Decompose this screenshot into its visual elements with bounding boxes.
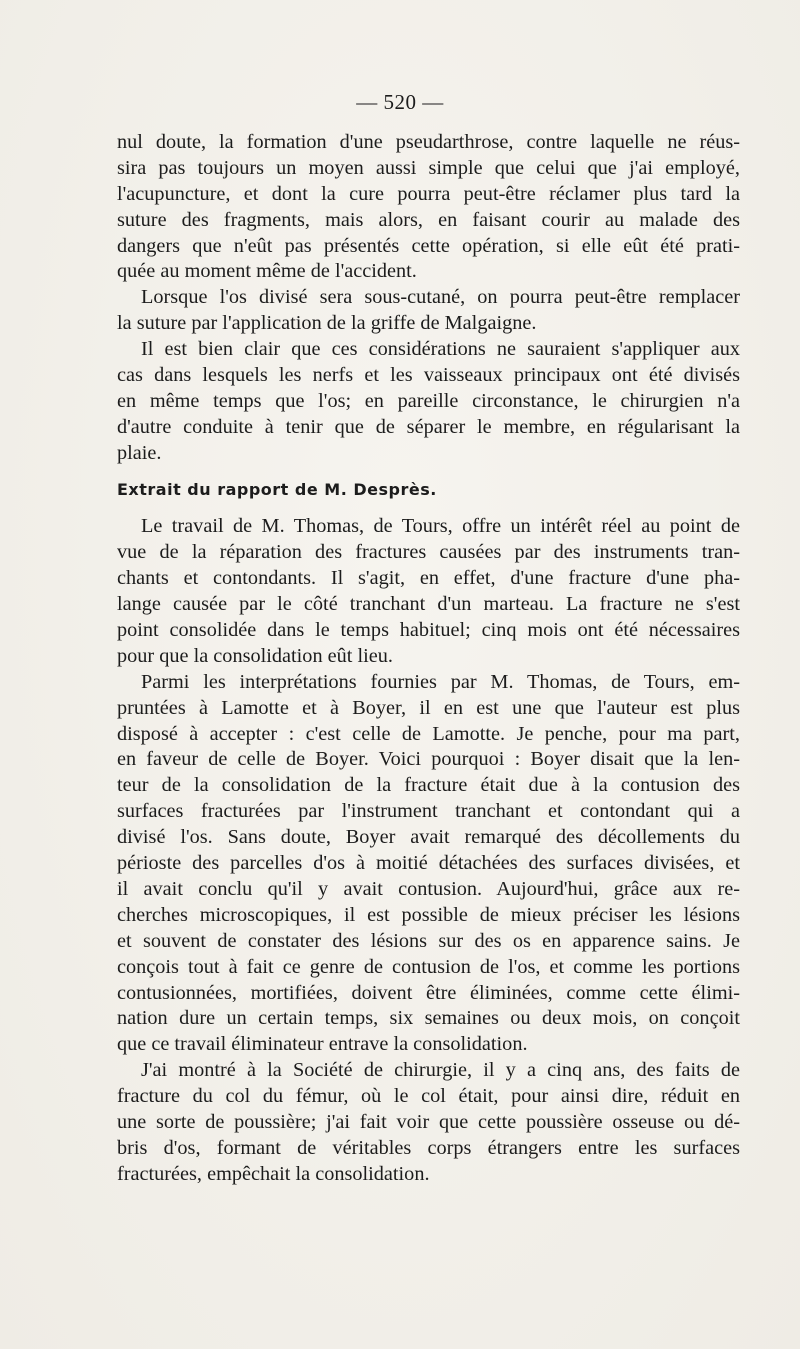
page-number: — 520 — bbox=[356, 90, 444, 114]
text-line: Parmi les interprétations fournies par M. Thomas, de Tours, em- bbox=[141, 670, 740, 693]
paragraph bbox=[117, 1058, 740, 1187]
text-line: Il est bien clair que ces considérations ne sauraient s'appliquer aux bbox=[141, 338, 740, 361]
text-line: point consolidée dans le temps habituel; cinq mois ont été nécessaires bbox=[117, 619, 740, 642]
text-line: contusionnées, mortifiées, doivent être éliminées, comme cette élimi- bbox=[117, 981, 740, 1004]
text-line: Le travail de M. Thomas, de Tours, offre un intérêt réel au point de bbox=[141, 515, 740, 538]
text-line: surfaces fracturées par l'instrument tranchant et contondant qui a bbox=[117, 800, 740, 823]
text-line: fracturées, empêchait la consolidation. bbox=[117, 1162, 430, 1185]
text-line: lange causée par le côté tranchant d'un marteau. La fracture ne s'est bbox=[117, 593, 740, 616]
text-line: en faveur de celle de Boyer. Voici pourquoi : Boyer disait que la len- bbox=[117, 748, 740, 771]
text-line: fracture du col du fémur, où le col était, pour ainsi dire, réduit en bbox=[117, 1085, 740, 1108]
text-line: d'autre conduite à tenir que de séparer le membre, en régularisant la bbox=[117, 415, 740, 438]
text-line: que ce travail éliminateur entrave la consolidation. bbox=[117, 1033, 528, 1056]
section-heading: Extrait du rapport de M. Desprès. bbox=[117, 479, 437, 499]
text-line: disposé à accepter : c'est celle de Lamotte. Je penche, pour ma part, bbox=[117, 722, 740, 745]
text-line: et souvent de constater des lésions sur des os en apparence sains. Je bbox=[117, 929, 740, 952]
text-line: plaie. bbox=[117, 441, 162, 464]
text-line: teur de la consolidation de la fracture était due à la contusion des bbox=[117, 774, 740, 797]
text-line: en même temps que l'os; en pareille circonstance, le chirurgien n'a bbox=[117, 389, 740, 412]
text-line: il avait conclu qu'il y avait contusion. Aujourd'hui, grâce aux re- bbox=[117, 877, 740, 900]
paragraph bbox=[117, 670, 740, 1058]
text-line: conçois tout à fait ce genre de contusion de l'os, et comme les portions bbox=[117, 955, 740, 978]
text-line: une sorte de poussière; j'ai fait voir que cette poussière osseuse ou dé- bbox=[117, 1110, 740, 1133]
section-2 bbox=[117, 514, 740, 1187]
text-line: dangers que n'eût pas présentés cette opération, si elle eût été prati- bbox=[117, 234, 740, 257]
text-line: sira pas toujours un moyen aussi simple que celui que j'ai employé, bbox=[117, 156, 740, 179]
text-line: l'acupuncture, et dont la cure pourra peut-être réclamer plus tard la bbox=[117, 182, 740, 205]
text-line: bris d'os, formant de véritables corps étrangers entre les surfaces bbox=[117, 1136, 740, 1159]
body-text bbox=[117, 130, 740, 1188]
paragraph bbox=[117, 514, 740, 669]
text-line: nation dure un certain temps, six semaines ou deux mois, on conçoit bbox=[117, 1007, 740, 1030]
text-line: quée au moment même de l'accident. bbox=[117, 260, 417, 283]
text-line: divisé l'os. Sans doute, Boyer avait remarqué des décollements du bbox=[117, 826, 740, 849]
text-line: pruntées à Lamotte et à Boyer, il en est une que l'auteur est plus bbox=[117, 696, 740, 719]
text-line: pour que la consolidation eût lieu. bbox=[117, 644, 393, 667]
text-line: J'ai montré à la Société de chirurgie, il y a cinq ans, des faits de bbox=[141, 1059, 740, 1082]
paragraph bbox=[117, 337, 740, 466]
text-line: cherches microscopiques, il est possible de mieux préciser les lésions bbox=[117, 903, 740, 926]
text-line: Lorsque l'os divisé sera sous-cutané, on pourra peut-être remplacer bbox=[141, 286, 740, 309]
section-1 bbox=[117, 130, 740, 467]
paragraph bbox=[117, 285, 740, 337]
text-line: cas dans lesquels les nerfs et les vaisseaux principaux ont été divisés bbox=[117, 364, 740, 387]
text-line: la suture par l'application de la griffe de Malgaigne. bbox=[117, 312, 537, 335]
paragraph bbox=[117, 130, 740, 285]
text-line: vue de la réparation des fractures causées par des instruments tran- bbox=[117, 541, 740, 564]
text-line: suture des fragments, mais alors, en faisant courir au malade des bbox=[117, 208, 740, 231]
text-line: nul doute, la formation d'une pseudarthrose, contre laquelle ne réus- bbox=[117, 131, 740, 153]
text-line: périoste des parcelles d'os à moitié détachées des surfaces divisées, et bbox=[117, 852, 740, 875]
text-line: chants et contondants. Il s'agit, en effet, d'une fracture d'une pha- bbox=[117, 567, 740, 590]
